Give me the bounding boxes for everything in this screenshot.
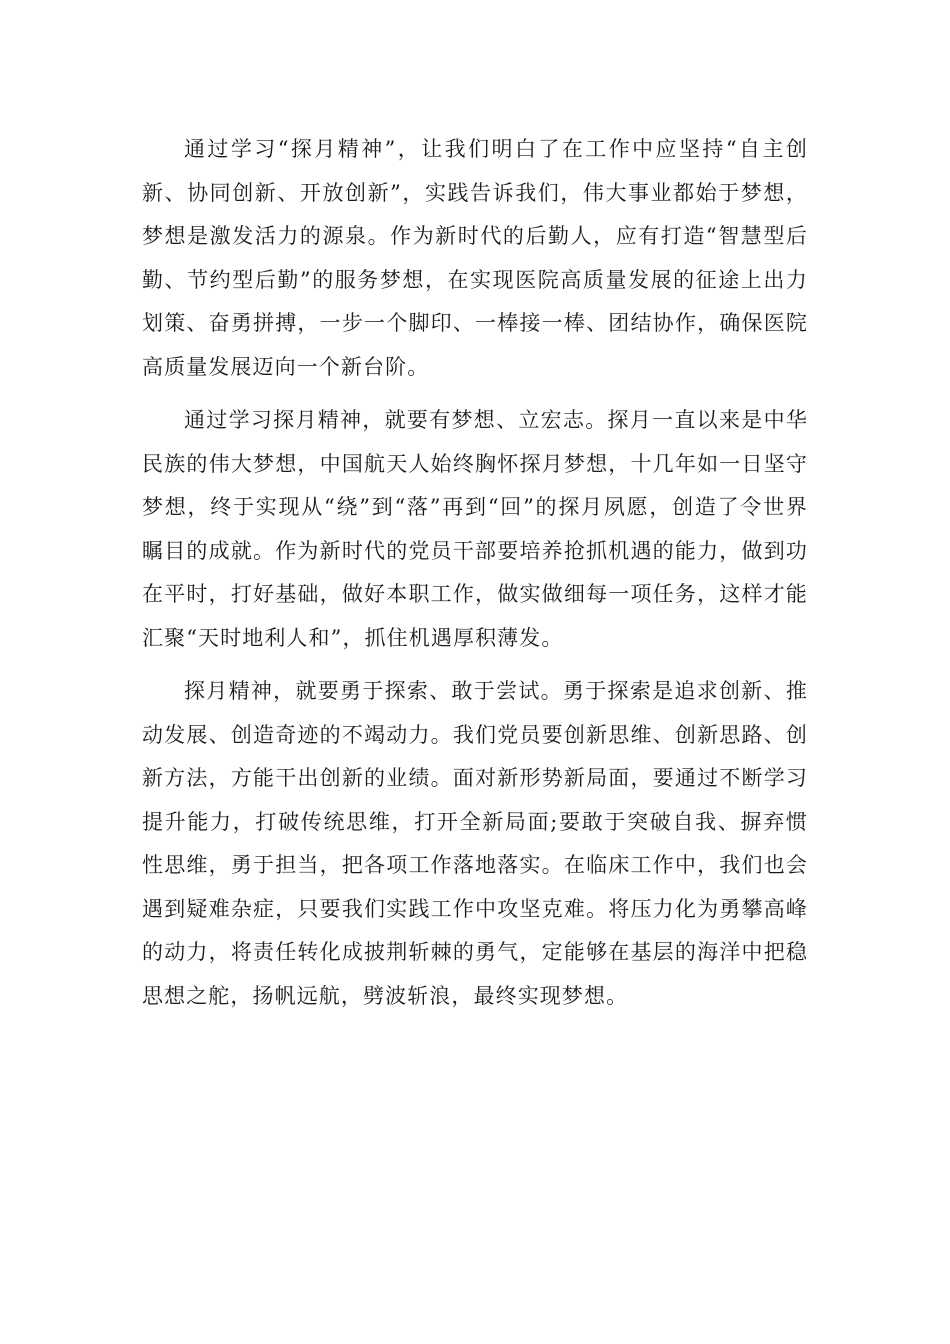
paragraph-2: 通过学习探月精神，就要有梦想、立宏志。探月一直以来是中华民族的伟大梦想，中国航天人始终胸怀探月梦想，十几年如一日坚守梦想，终于实现从“绕”到“落”再到“回”的探月夙愿，创造了令世界瞩目的成就。作为新时代的党员干部要培养抢抓机遇的能力，做到功在平时，打好基础，做好本职工作，做实做细每一项任务，这样才能汇聚“天时地利人和”，抓住机遇厚积薄发。 <box>142 408 808 650</box>
paragraph-1: 通过学习“探月精神”，让我们明白了在工作中应坚持“自主创新、协同创新、开放创新”，实践告诉我们，伟大事业都始于梦想，梦想是激发活力的源泉。作为新时代的后勤人，应有打造“智慧型后勤、节约型后勤”的服务梦想，在实现医院高质量发展的征途上出力划策、奋勇拼搏，一步一个脚印、一棒接一棒、团结协作，确保医院高质量发展迈向一个新台阶。 <box>142 137 808 379</box>
paragraph-3: 探月精神，就要勇于探索、敢于尝试。勇于探索是追求创新、推动发展、创造奇迹的不竭动力。我们党员要创新思维、创新思路、创新方法，方能干出创新的业绩。面对新形势新局面，要通过不断学习提升能力，打破传统思维，打开全新局面;要敢于突破自我、摒弃惯性思维，勇于担当，把各项工作落地落实。在临床工作中，我们也会遇到疑难杂症，只要我们实践工作中攻坚克难。将压力化为勇攀高峰的动力，将责任转化成披荆斩棘的勇气，定能够在基层的海洋中把稳思想之舵，扬帆远航，劈波斩浪，最终实现梦想。 <box>142 679 808 1008</box>
document-body <box>142 128 808 1028</box>
